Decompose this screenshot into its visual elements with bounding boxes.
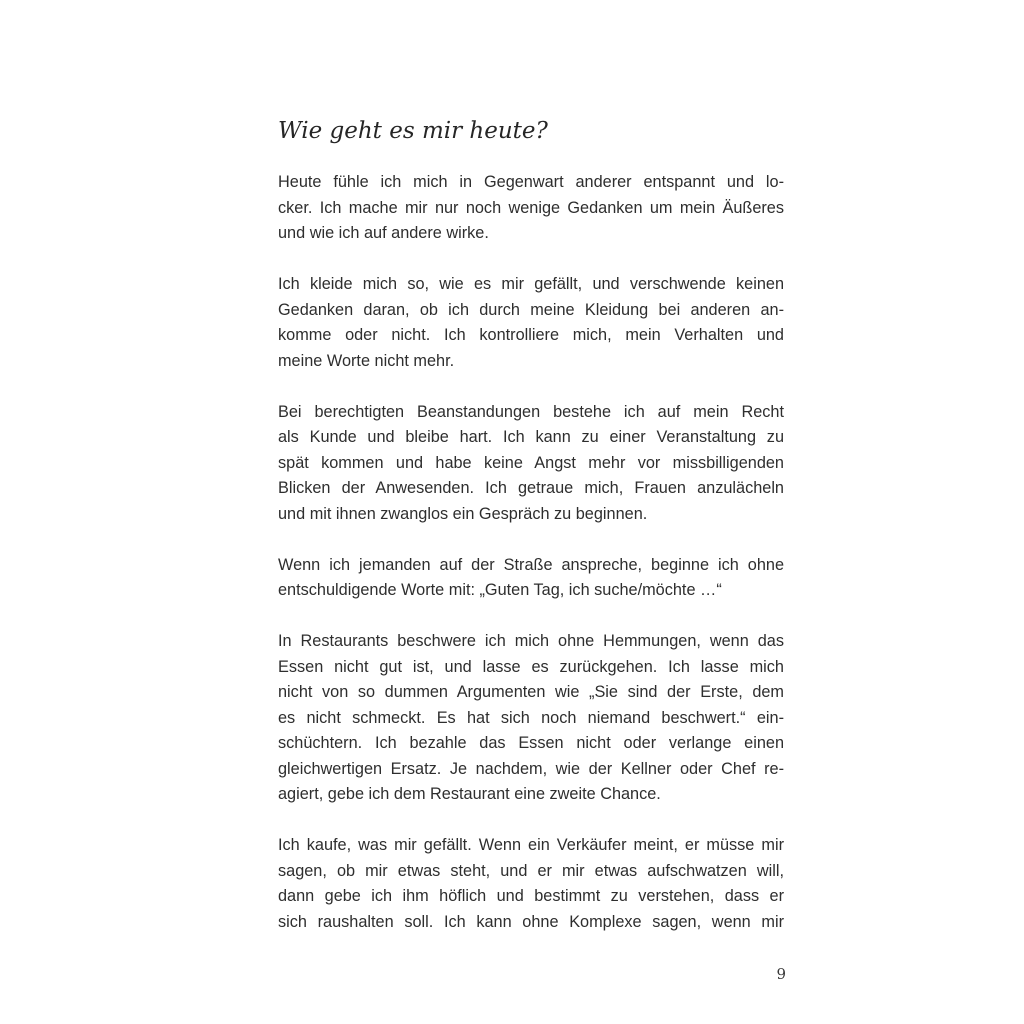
text-line: Ich kleide mich so, wie es mir gefällt, und verschwende keinen <box>278 275 784 293</box>
text-line: cker. Ich mache mir nur noch wenige Gedanken um mein Äußeres <box>278 198 784 217</box>
text-line: Essen nicht gut ist, und lasse es zurückgehen. Ich lasse mich <box>278 657 784 676</box>
text-line: Bei berechtigten Beanstandungen bestehe ich auf mein Recht <box>278 402 784 421</box>
text-line: entschuldigende Worte mit: „Guten Tag, ich suche/möchte …“ <box>278 581 722 599</box>
text-line: Wenn ich jemanden auf der Straße anspreche, beginne ich ohne <box>278 555 784 574</box>
paragraph <box>278 400 784 528</box>
text-line: nicht von so dummen Argumenten wie „Sie sind der Erste, dem <box>278 683 784 701</box>
paragraph <box>278 833 784 935</box>
text-line: Heute fühle ich mich in Gegenwart anderer entspannt und lo- <box>278 173 784 191</box>
page-number: 9 <box>776 965 786 983</box>
text-line: dann gebe ich ihm höflich und bestimmt zu verstehen, dass er <box>278 887 784 905</box>
section-heading: Wie geht es mir heute? <box>278 118 548 144</box>
text-line: als Kunde und bleibe hart. Ich kann zu einer Veranstaltung zu <box>278 428 784 446</box>
paragraph <box>278 629 784 808</box>
text-line: spät kommen und habe keine Angst mehr vor missbilligenden <box>278 453 784 472</box>
paragraph <box>278 170 784 247</box>
text-line: agiert, gebe ich dem Restaurant eine zweite Chance. <box>278 785 661 803</box>
paragraph <box>278 553 784 604</box>
text-line: schüchtern. Ich bezahle das Essen nicht oder verlange einen <box>278 734 784 752</box>
paragraph <box>278 272 784 374</box>
text-line: es nicht schmeckt. Es hat sich noch niemand beschwert.“ ein- <box>278 708 784 727</box>
text-line: Gedanken daran, ob ich durch meine Kleidung bei anderen an- <box>278 300 784 319</box>
text-line: und wie ich auf andere wirke. <box>278 224 489 242</box>
text-line: und mit ihnen zwanglos ein Gespräch zu beginnen. <box>278 504 648 523</box>
text-line: meine Worte nicht mehr. <box>278 351 455 370</box>
text-line: gleichwertigen Ersatz. Je nachdem, wie der Kellner oder Chef re- <box>278 759 784 778</box>
text-line: sich raushalten soll. Ich kann ohne Komplexe sagen, wenn mir <box>278 912 784 931</box>
text-line: sagen, ob mir etwas steht, und er mir etwas aufschwatzen will, <box>278 861 784 880</box>
text-line: komme oder nicht. Ich kontrolliere mich, mein Verhalten und <box>278 326 784 344</box>
text-line: In Restaurants beschwere ich mich ohne Hemmungen, wenn das <box>278 632 784 650</box>
text-line: Blicken der Anwesenden. Ich getraue mich, Frauen anzulächeln <box>278 479 784 497</box>
body-text <box>278 170 784 961</box>
text-line: Ich kaufe, was mir gefällt. Wenn ein Verkäufer meint, er müsse mir <box>278 836 784 854</box>
